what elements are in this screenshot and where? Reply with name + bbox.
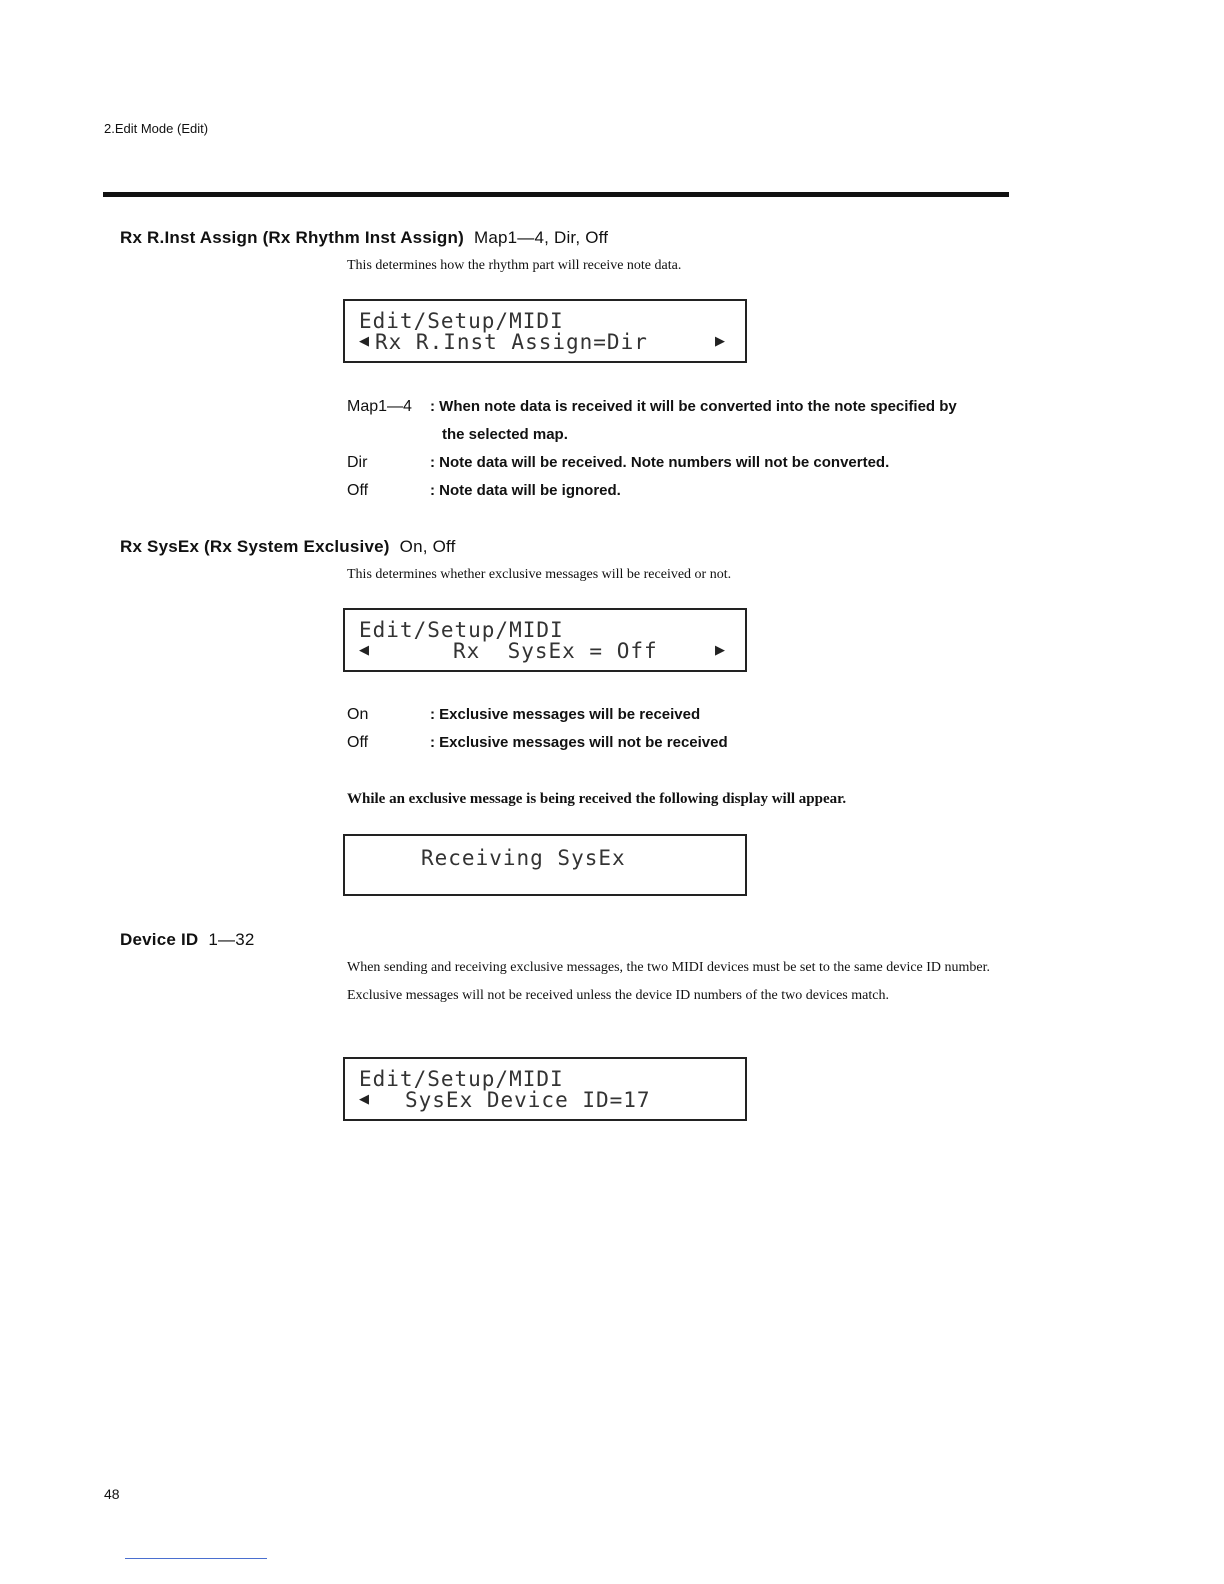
page-number: 48 [104,1486,120,1502]
option-name: Off [347,734,369,751]
section-intro: This determines whether exclusive messages will be received or not. [347,567,732,582]
lcd-display-rx-inst [343,299,747,363]
lcd-display-receiving [343,834,747,896]
section-title-text: Rx R.Inst Assign (Rx Rhythm Inst Assign) [120,228,464,247]
left-arrow-icon: ◀ [359,643,369,658]
option-name: Dir [347,454,368,471]
option-desc: : Note data will be ignored. [430,482,621,499]
lcd-line-1: Edit/Setup/MIDI [359,1067,564,1091]
running-header: 2.Edit Mode (Edit) [104,121,209,136]
lcd-line-1: Edit/Setup/MIDI [359,309,564,333]
lcd-line-2: SysEx Device ID=17 [405,1088,651,1112]
section-title-rx-sysex [120,537,456,557]
section-title-device-id [120,930,255,950]
lcd-display-rx-sysex [343,608,747,672]
option-name: Map1—4 [347,398,412,415]
section-range: Map1—4, Dir, Off [473,228,609,247]
option-desc: : Exclusive messages will not be received [430,734,728,751]
device-id-paragraph: When sending and receiving exclusive messages, the two MIDI devices must be set to the same device ID number. Exclusive messages will not be received unless the device ID numbers of the two devices match. [347,960,991,1003]
lcd-line-1: Receiving SysEx [421,846,626,870]
right-arrow-icon: ▶ [715,334,725,349]
lcd-line-2: Rx R.Inst Assign=Dir [375,330,648,354]
section-range: 1—32 [208,930,255,949]
footer-line [125,1558,267,1559]
option-desc: : Note data will be received. Note numbers will not be converted. [430,454,890,471]
section-range: On, Off [399,537,456,556]
option-desc: : Exclusive messages will be received [430,706,701,723]
header-rule [103,192,1009,197]
left-arrow-icon: ◀ [359,334,369,349]
section-title-rx-inst [120,228,608,248]
option-name: On [347,706,369,723]
lcd-display-device-id [343,1057,747,1121]
option-name: Off [347,482,369,499]
right-arrow-icon: ▶ [715,643,725,658]
option-desc-cont: the selected map. [442,426,568,443]
lcd-line-1: Edit/Setup/MIDI [359,618,564,642]
section-title-text: Rx SysEx (Rx System Exclusive) [120,537,390,556]
section-title-text: Device ID [120,930,199,949]
option-desc: : When note data is received it will be converted into the note specified by [430,398,957,415]
receiving-note: While an exclusive message is being received the following display will appear. [347,791,847,807]
lcd-line-2: Rx SysEx = Off [453,639,658,663]
left-arrow-icon: ◀ [359,1092,369,1107]
section-intro: This determines how the rhythm part will receive note data. [347,258,682,273]
